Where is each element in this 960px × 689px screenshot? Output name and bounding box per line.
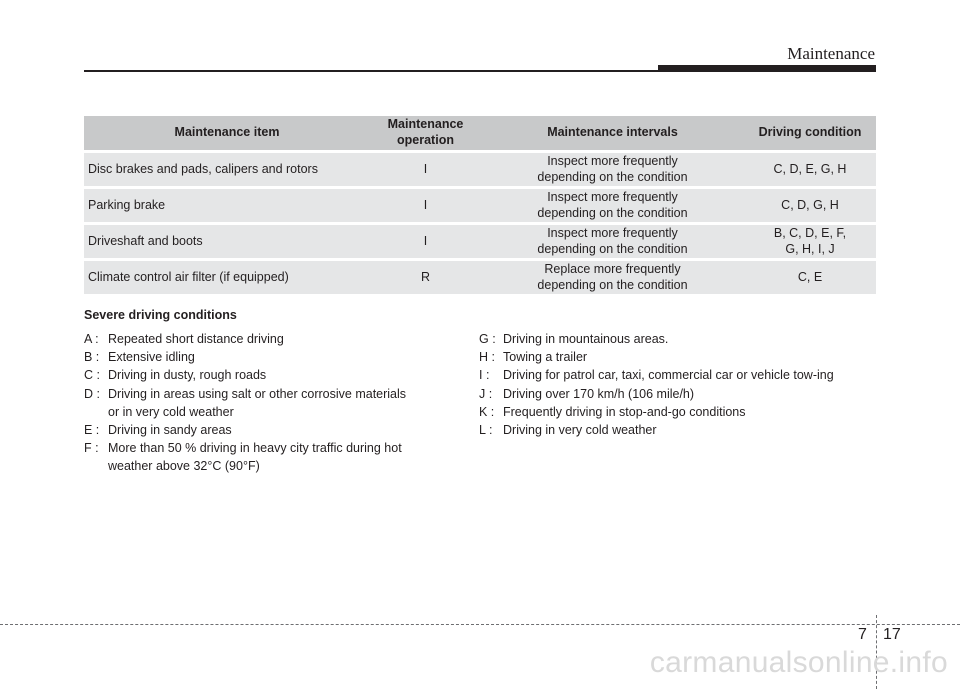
conditions-list-left (84, 330, 464, 476)
condition-text: Extensive idling (108, 350, 195, 365)
list-item (84, 421, 464, 439)
maintenance-table (84, 113, 876, 297)
table-row (84, 261, 876, 294)
condition-key: H : (479, 350, 495, 365)
footer-rule (0, 624, 960, 625)
page-number: 17 (883, 626, 901, 643)
condition-key: K : (479, 404, 495, 419)
header-maintenance-item: Maintenance item (84, 116, 370, 150)
cell-condition: B, C, D, E, F, G, H, I, J (744, 225, 876, 258)
condition-key: J : (479, 386, 493, 401)
section-title: Maintenance (787, 44, 875, 63)
cell-operation: I (370, 189, 481, 222)
section-number: 7 (858, 626, 867, 643)
cell-interval: Replace more frequently depending on the condition (481, 261, 744, 294)
list-item (84, 330, 464, 348)
list-item (84, 366, 464, 384)
condition-key: B : (84, 350, 100, 365)
condition-text: Towing a trailer (503, 350, 588, 365)
condition-text: Driving in very cold weather (503, 423, 657, 438)
cell-condition: C, E (744, 261, 876, 294)
cell-item: Parking brake (84, 189, 370, 222)
cell-operation: R (370, 261, 481, 294)
condition-text: Driving in areas using salt or other corrosive materials or in very cold weather (108, 386, 407, 419)
cell-item: Driveshaft and boots (84, 225, 370, 258)
condition-key: I : (479, 368, 490, 383)
cell-interval: Inspect more frequently depending on the condition (481, 225, 744, 258)
cell-item: Disc brakes and pads, calipers and rotors (84, 153, 370, 186)
header-maintenance-intervals: Maintenance intervals (481, 116, 744, 150)
cell-interval: Inspect more frequently depending on the condition (481, 189, 744, 222)
condition-text: More than 50 % driving in heavy city traffic during hot weather above 32°C (90°F) (108, 441, 402, 474)
list-item (84, 439, 464, 475)
header-rule (84, 70, 684, 72)
watermark: carmanualsonline.info (649, 646, 948, 679)
list-item (479, 330, 879, 348)
table-row (84, 189, 876, 222)
list-item (479, 385, 879, 403)
cell-condition: C, D, G, H (744, 189, 876, 222)
condition-text: Driving in dusty, rough roads (108, 368, 267, 383)
cell-interval: Inspect more frequently depending on the condition (481, 153, 744, 186)
condition-text: Driving for patrol car, taxi, commercial car or vehicle tow-ing (503, 368, 834, 383)
condition-text: Frequently driving in stop-and-go conditions (503, 404, 746, 419)
cell-operation: I (370, 225, 481, 258)
condition-key: D : (84, 386, 100, 401)
table-row (84, 153, 876, 186)
condition-key: A : (84, 332, 99, 346)
condition-key: L : (479, 423, 493, 438)
list-item (479, 421, 879, 439)
cell-operation: I (370, 153, 481, 186)
condition-text: Repeated short distance driving (108, 332, 284, 346)
condition-key: F : (84, 441, 99, 456)
conditions-list-right (479, 330, 879, 439)
list-item (479, 366, 879, 384)
cell-condition: C, D, E, G, H (744, 153, 876, 186)
list-item (84, 348, 464, 366)
condition-key: G : (479, 332, 496, 346)
condition-key: E : (84, 423, 100, 438)
condition-text: Driving in sandy areas (108, 423, 232, 438)
condition-text: Driving in mountainous areas. (503, 332, 669, 346)
table-row (84, 225, 876, 258)
header-driving-condition: Driving condition (744, 116, 876, 150)
table-header-row (84, 116, 876, 150)
cell-item: Climate control air filter (if equipped) (84, 261, 370, 294)
list-item (84, 385, 464, 421)
condition-key: C : (84, 368, 100, 383)
list-item (479, 403, 879, 421)
severe-conditions-title: Severe driving conditions (84, 308, 237, 322)
header-maintenance-operation: Maintenance operation (370, 116, 481, 150)
condition-text: Driving over 170 km/h (106 mile/h) (503, 386, 695, 401)
header-rule-bold (658, 65, 876, 72)
list-item (479, 348, 879, 366)
